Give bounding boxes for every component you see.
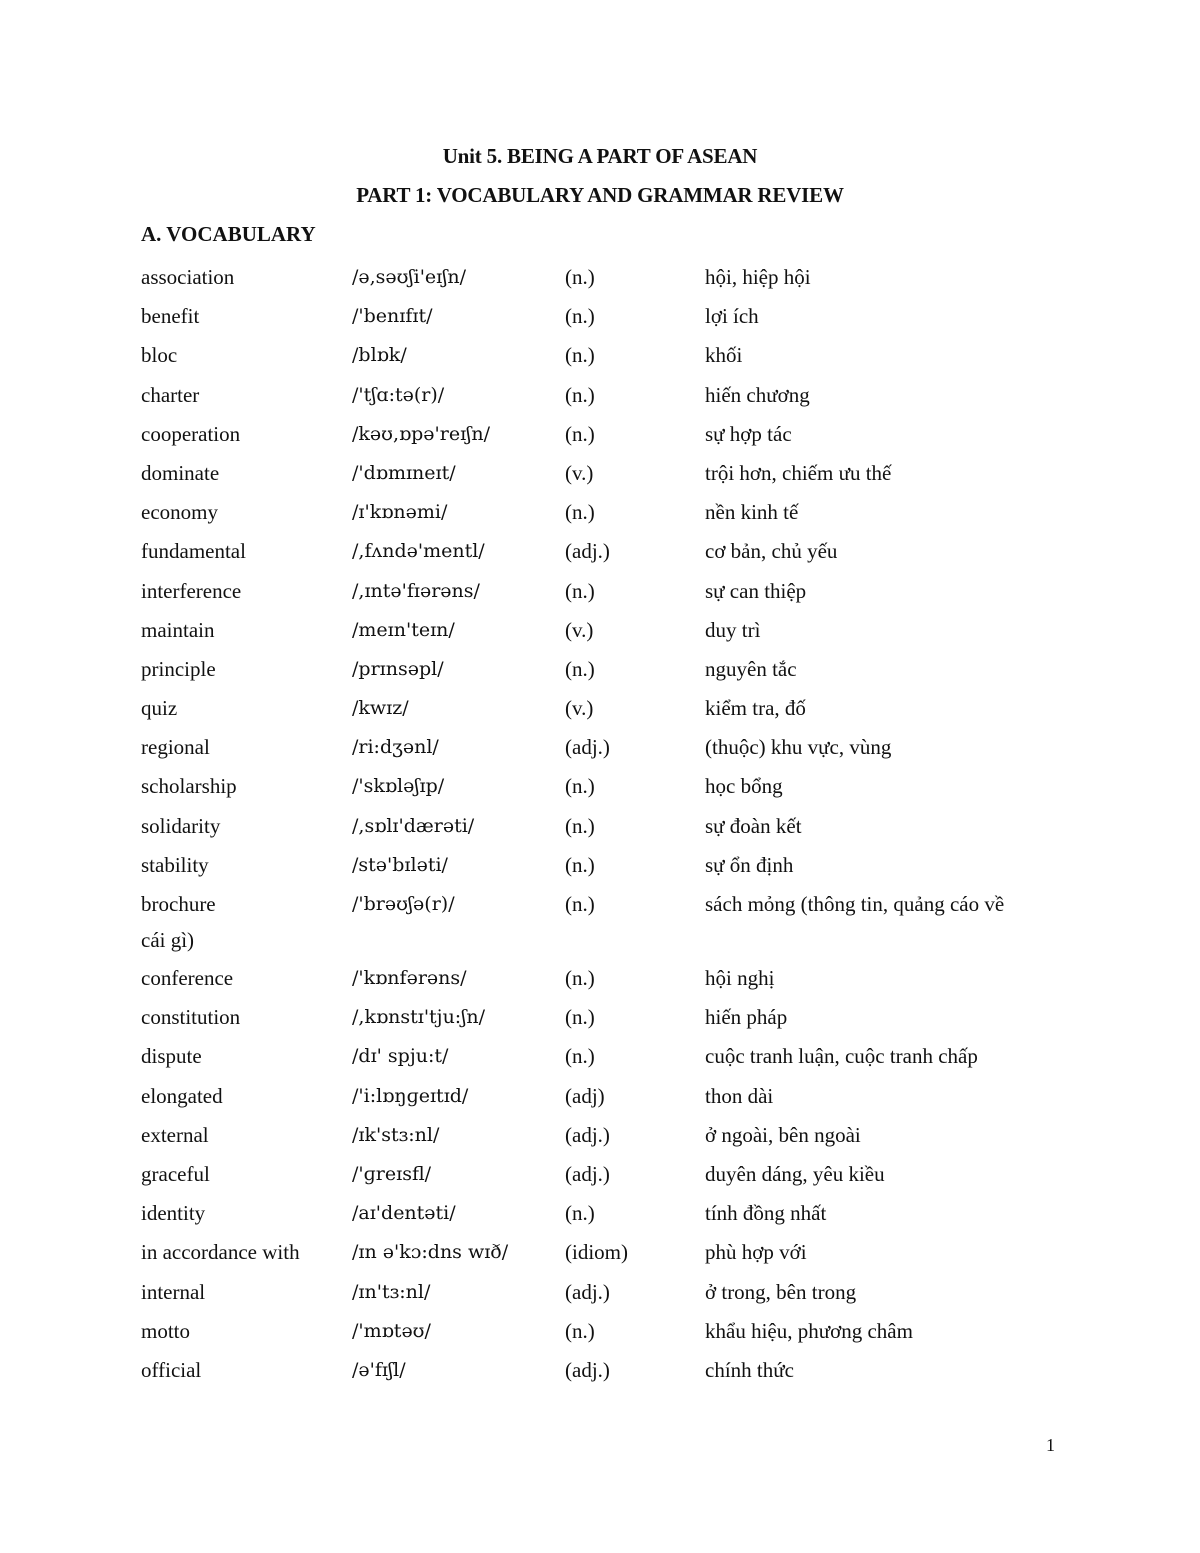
vocabulary-list bbox=[141, 258, 1061, 1390]
vocab-word: principle bbox=[141, 656, 216, 681]
vocab-meaning: khẩu hiệu, phương châm bbox=[705, 1318, 913, 1343]
vocab-part-of-speech: (adj.) bbox=[565, 539, 610, 564]
vocab-part-of-speech: (adj.) bbox=[565, 735, 610, 760]
vocab-meaning: lợi ích bbox=[705, 304, 759, 329]
vocab-word: interference bbox=[141, 578, 242, 603]
vocab-pronunciation: /kəʊ,ɒpə'reɪʃn/ bbox=[352, 422, 490, 445]
vocab-row bbox=[141, 258, 1061, 297]
vocab-part-of-speech: (adj.) bbox=[565, 1279, 610, 1304]
vocab-row bbox=[141, 767, 1061, 806]
vocab-meaning: cuộc tranh luận, cuộc tranh chấp bbox=[705, 1044, 978, 1069]
vocab-word: cooperation bbox=[141, 421, 241, 446]
vocab-row bbox=[141, 959, 1061, 998]
vocab-part-of-speech: (n.) bbox=[565, 656, 595, 681]
vocab-meaning: khối bbox=[705, 343, 743, 368]
vocab-row bbox=[141, 728, 1061, 767]
vocab-pronunciation: /'benɪfɪt/ bbox=[352, 305, 433, 328]
vocab-meaning: hiến pháp bbox=[705, 1005, 788, 1030]
vocab-part-of-speech: (adj) bbox=[565, 1083, 605, 1108]
vocab-row bbox=[141, 415, 1061, 454]
vocab-pronunciation: /blɒk/ bbox=[352, 344, 407, 367]
vocab-part-of-speech: (n.) bbox=[565, 500, 595, 525]
vocab-pronunciation: /dɪ' spju:t/ bbox=[352, 1045, 449, 1068]
vocab-meaning: tính đồng nhất bbox=[705, 1201, 827, 1226]
vocab-pronunciation: /,sɒlɪ'dærəti/ bbox=[352, 814, 475, 837]
vocab-pronunciation: /prɪnsəpl/ bbox=[352, 657, 444, 680]
vocab-row bbox=[141, 1273, 1061, 1312]
vocab-part-of-speech: (n.) bbox=[565, 304, 595, 329]
vocab-word: maintain bbox=[141, 617, 215, 642]
vocab-pronunciation: /ɪ'kɒnəmi/ bbox=[352, 501, 448, 524]
vocab-pronunciation: /ɪn ə'kɔ:dns wɪð/ bbox=[352, 1241, 509, 1264]
vocab-part-of-speech: (v.) bbox=[565, 617, 594, 642]
vocab-row bbox=[141, 650, 1061, 689]
vocab-row bbox=[141, 1077, 1061, 1116]
vocab-word: economy bbox=[141, 500, 218, 525]
vocab-pronunciation: /ɪn'tɜ:nl/ bbox=[352, 1280, 431, 1303]
vocab-word: solidarity bbox=[141, 813, 221, 838]
vocab-word: benefit bbox=[141, 304, 200, 329]
vocab-row bbox=[141, 846, 1061, 885]
vocab-row bbox=[141, 998, 1061, 1037]
vocab-part-of-speech: (n.) bbox=[565, 1318, 595, 1343]
vocab-part-of-speech: (adj.) bbox=[565, 1122, 610, 1147]
vocab-meaning: trội hơn, chiếm ưu thế bbox=[705, 460, 892, 485]
vocab-meaning: kiểm tra, đố bbox=[705, 696, 806, 721]
vocab-row bbox=[141, 1351, 1061, 1390]
vocab-meaning: sách mỏng (thông tin, quảng cáo về bbox=[705, 892, 1005, 916]
document-title: Unit 5. BEING A PART OF ASEAN bbox=[442, 144, 758, 168]
vocab-row bbox=[141, 297, 1061, 336]
vocab-word: dispute bbox=[141, 1044, 202, 1069]
vocab-meaning: nguyên tắc bbox=[705, 656, 797, 681]
vocab-row bbox=[141, 1194, 1061, 1233]
vocab-meaning: ở ngoài, bên ngoài bbox=[705, 1122, 861, 1147]
vocab-part-of-speech: (idiom) bbox=[565, 1240, 628, 1265]
vocab-part-of-speech: (n.) bbox=[565, 966, 595, 990]
vocab-word: constitution bbox=[141, 1005, 241, 1030]
vocab-pronunciation: /ə'fɪʃl/ bbox=[352, 1358, 406, 1381]
vocab-row bbox=[141, 376, 1061, 415]
vocab-pronunciation: /ə,səʊʃi'eɪʃn/ bbox=[352, 266, 467, 288]
vocab-word: elongated bbox=[141, 1083, 223, 1108]
vocab-row bbox=[141, 1312, 1061, 1351]
vocab-pronunciation: /kwɪz/ bbox=[352, 697, 409, 720]
vocab-word: official bbox=[141, 1357, 202, 1382]
vocab-row bbox=[141, 572, 1061, 611]
vocab-meaning: sự đoàn kết bbox=[705, 813, 802, 838]
vocab-pronunciation: /'skɒləʃɪp/ bbox=[352, 775, 445, 798]
vocab-row bbox=[141, 336, 1061, 375]
vocab-word: graceful bbox=[141, 1161, 210, 1186]
section-heading: A. VOCABULARY bbox=[141, 222, 316, 246]
vocab-word: in accordance with bbox=[141, 1240, 300, 1265]
vocab-pronunciation: /'brəʊʃə(r)/ bbox=[352, 893, 455, 915]
vocab-word: bloc bbox=[141, 343, 178, 368]
vocab-meaning: duyên dáng, yêu kiều bbox=[705, 1161, 885, 1186]
vocab-part-of-speech: (n.) bbox=[565, 382, 595, 407]
vocab-part-of-speech: (v.) bbox=[565, 460, 594, 485]
vocab-row bbox=[141, 1037, 1061, 1076]
vocab-pronunciation: /'dɒmɪneɪt/ bbox=[352, 461, 456, 484]
vocab-pronunciation: /,kɒnstɪ'tju:ʃn/ bbox=[352, 1006, 485, 1029]
vocab-word: quiz bbox=[141, 696, 178, 721]
vocab-meaning: hội nghị bbox=[705, 966, 775, 990]
vocab-part-of-speech: (adj.) bbox=[565, 1161, 610, 1186]
vocab-pronunciation: /,ɪntə'fɪərəns/ bbox=[352, 579, 480, 602]
vocab-meaning: sự hợp tác bbox=[705, 421, 792, 446]
vocab-row bbox=[141, 807, 1061, 846]
vocab-word: charter bbox=[141, 382, 200, 407]
vocab-word: identity bbox=[141, 1201, 206, 1226]
vocab-pronunciation: /'mɒtəʊ/ bbox=[352, 1319, 431, 1342]
vocab-row bbox=[141, 532, 1061, 571]
vocab-word: scholarship bbox=[141, 774, 237, 799]
page-number: 1 bbox=[1046, 1435, 1055, 1455]
vocab-meaning: sự ổn định bbox=[705, 852, 794, 877]
vocab-word: brochure bbox=[141, 892, 216, 916]
vocab-meaning: hội, hiệp hội bbox=[705, 265, 811, 289]
vocab-pronunciation: /aɪ'dentəti/ bbox=[352, 1202, 456, 1225]
part-heading: PART 1: VOCABULARY AND GRAMMAR REVIEW bbox=[356, 183, 844, 207]
vocab-row bbox=[141, 1155, 1061, 1194]
vocab-word: external bbox=[141, 1122, 209, 1147]
vocab-pronunciation: /'i:lɒŋɡeɪtɪd/ bbox=[352, 1084, 469, 1107]
vocab-part-of-speech: (n.) bbox=[565, 421, 595, 446]
vocab-part-of-speech: (n.) bbox=[565, 774, 595, 799]
vocab-word: internal bbox=[141, 1279, 206, 1304]
vocab-part-of-speech: (n.) bbox=[565, 852, 595, 877]
vocab-part-of-speech: (n.) bbox=[565, 1005, 595, 1030]
vocab-pronunciation: /'ɡreɪsfl/ bbox=[352, 1162, 432, 1185]
vocab-pronunciation: /'kɒnfərəns/ bbox=[352, 967, 467, 989]
vocab-pronunciation: /stə'bɪləti/ bbox=[352, 853, 448, 876]
vocab-meaning: học bổng bbox=[705, 774, 783, 799]
vocab-meaning-continuation: cái gì) bbox=[141, 928, 195, 952]
vocab-part-of-speech: (adj.) bbox=[565, 1357, 610, 1382]
vocab-meaning: hiến chương bbox=[705, 382, 810, 407]
vocab-meaning: cơ bản, chủ yếu bbox=[705, 539, 838, 564]
vocab-row bbox=[141, 885, 1061, 959]
vocab-pronunciation: /ri:dʒənl/ bbox=[352, 736, 439, 759]
vocab-meaning: (thuộc) khu vực, vùng bbox=[705, 735, 892, 760]
vocab-part-of-speech: (n.) bbox=[565, 1201, 595, 1226]
vocab-meaning: nền kinh tế bbox=[705, 500, 799, 525]
vocab-row bbox=[141, 611, 1061, 650]
vocab-row bbox=[141, 1233, 1061, 1272]
vocab-pronunciation: /,fʌndə'mentl/ bbox=[352, 540, 485, 563]
vocab-word: conference bbox=[141, 966, 234, 990]
vocab-part-of-speech: (n.) bbox=[565, 265, 595, 289]
vocab-part-of-speech: (n.) bbox=[565, 892, 595, 916]
vocab-pronunciation: /meɪn'teɪn/ bbox=[352, 618, 455, 641]
vocab-meaning: ở trong, bên trong bbox=[705, 1279, 857, 1304]
vocab-word: dominate bbox=[141, 460, 220, 485]
vocab-word: regional bbox=[141, 735, 210, 760]
vocab-pronunciation: /'tʃɑ:tə(r)/ bbox=[352, 383, 445, 406]
vocab-row bbox=[141, 1116, 1061, 1155]
vocab-meaning: duy trì bbox=[705, 617, 761, 642]
vocab-row bbox=[141, 689, 1061, 728]
vocab-part-of-speech: (n.) bbox=[565, 578, 595, 603]
vocab-part-of-speech: (n.) bbox=[565, 1044, 595, 1069]
vocab-pronunciation: /ɪk'stɜ:nl/ bbox=[352, 1123, 440, 1146]
vocab-meaning: chính thức bbox=[705, 1357, 794, 1382]
vocab-part-of-speech: (n.) bbox=[565, 813, 595, 838]
vocab-word: motto bbox=[141, 1318, 191, 1343]
vocab-part-of-speech: (n.) bbox=[565, 343, 595, 368]
vocab-word: fundamental bbox=[141, 539, 246, 564]
vocab-word: association bbox=[141, 265, 235, 289]
vocab-meaning: thon dài bbox=[705, 1083, 774, 1108]
vocab-word: stability bbox=[141, 852, 209, 877]
vocab-row bbox=[141, 493, 1061, 532]
vocab-row bbox=[141, 454, 1061, 493]
vocab-meaning: sự can thiệp bbox=[705, 578, 807, 603]
vocab-part-of-speech: (v.) bbox=[565, 696, 594, 721]
vocab-meaning: phù hợp với bbox=[705, 1240, 807, 1265]
